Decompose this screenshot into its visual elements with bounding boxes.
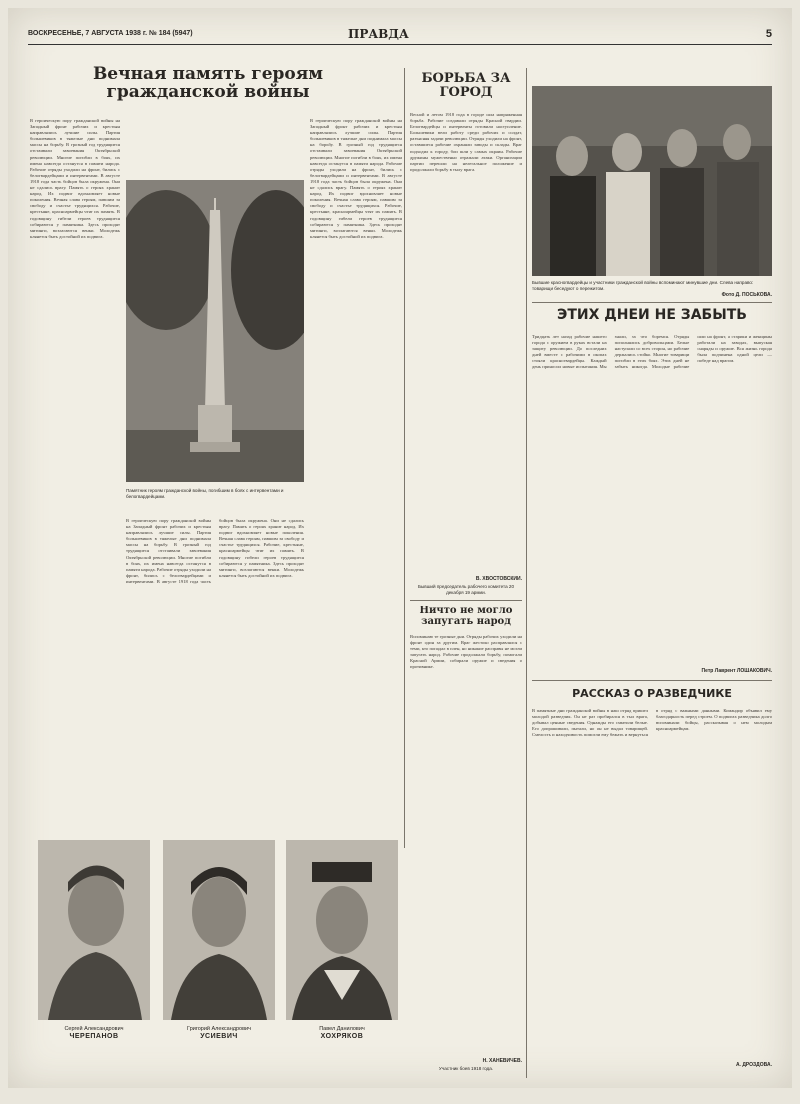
veterans-illustration bbox=[532, 86, 772, 276]
razvedchik-body: В памятные дни гражданской войны в наш отряд пришел молодой разведчик. Он не раз пробирался в тыл врага, добывал ценные сведения. Однажды его схватили белые. Его допрашивали, пытали, но он не выдал товарищей. Смелость и находчивость помогли ему бежать и вернуться в отряд с важными данными. Командир объявил ему благодарность перед строем. О подвигах разведчика долго вспоминали бойцы, рассказывая о нем молодым красноармейцам. bbox=[532, 708, 772, 738]
etih-signature: Петр Лаврент ЛОШАКОВИЧ. bbox=[701, 668, 772, 674]
zapugat-body: Вспоминаю те грозные дни. Отряды рабочих уходили на фронт один за другим. Враг жестоко расправлялся с теми, кто попадал в плен, но никакие расправы не могли запугать народ. Рабочие продолжали борьбу, помогали Красной Армии, собирали оружие и сведения о противнике. bbox=[410, 634, 522, 670]
etih-body: Тридцать лет назад рабочие нашего города с оружием в руках встали на защиту революции. До последних дней вместе с рабочими в окопах стояли красногвардейцы. Каждый день приносил новые испытания. Мы знали, за что боремся. Отряды пополнялись добровольцами. Белые наступали со всех сторон, но рабочие держались стойко. Многие товарищи погибли в этих боях. Этих дней не забыть никогда. Молодые рабочие шли на фронт, а старики и женщины работали на заводах, выпуская снаряды и оружие. Вся жизнь города была подчинена одной цели — победе над врагом. bbox=[532, 334, 772, 370]
page-header bbox=[28, 26, 772, 45]
monument-photo bbox=[126, 180, 304, 482]
borba-headline: БОРЬБА ЗА ГОРОД bbox=[421, 72, 511, 100]
portrait-caption-usievich: Григорий Александрович УСИЕВИЧ bbox=[187, 1026, 251, 1040]
veterans-photo bbox=[532, 86, 772, 276]
monument-illustration bbox=[126, 180, 304, 482]
main-article-body-left: В героическую пору гражданской войны на Западный фронт рабочих и крестьян направлялись лучшие силы. Партия большевиков в тяжелые дни поднимала массы на борьбу. В грозный год трудящиеся отстаивали завоевания Октябрьской революции. Многие погибли в боях, их имена навсегда останутся в памяти народа. Рабочие отряды уходили на фронт, бились с белогвардейцами и интервентами. В августе 1918 года часть бойцов была окружена. Они не сдались врагу. Память о героях хранит народ. Их подвиг вдохновляет новые поколения. Вечная слава героям, павшим за свободу и счастье трудящихся. Рабочие, крестьяне, красноармейцы чтят их память. В годовщину гибели героев трудящиеся собираются у памятника. Здесь проходят митинги, возлагаются венки. Молодежь клянется быть достойной их подвига. bbox=[30, 118, 120, 239]
etih-headline: ЭТИХ ДНЕЙ НЕ ЗАБЫТЬ bbox=[557, 308, 747, 323]
portrait-khokhryakov bbox=[286, 840, 398, 1020]
veterans-photo-credit: Фото Д. ПОСЬКОВА. bbox=[721, 292, 772, 298]
dateline: ВОСКРЕСЕНЬЕ, 7 АВГУСТА 1938 г. № 184 (5947) bbox=[28, 30, 193, 37]
portrait-caption-cherepanov: Сергей Александрович ЧЕРЕПАНОВ bbox=[64, 1026, 124, 1040]
borba-signature: В. ХВОСТОВСКИЙ. bbox=[475, 576, 522, 582]
zapugat-signature: Н. ХАНЕВИЧЕВ. bbox=[482, 1058, 522, 1064]
monument-photo-caption: Памятник героям гражданской войны, погибшим в боях с интервентами и белогвардейцами. bbox=[126, 488, 284, 499]
newspaper-page bbox=[8, 8, 792, 1088]
zapugat-headline: Ничто не могло запугать народ bbox=[419, 606, 513, 627]
portrait-usievich bbox=[163, 840, 275, 1020]
zapugat-signature-note: Участник боев 1918 года. bbox=[438, 1066, 494, 1071]
page-number: 5 bbox=[765, 28, 772, 40]
main-article-body-middle: В героическую пору гражданской войны на Западный фронт рабочих и крестьян направлялись лучшие силы. Партия большевиков в тяжелые дни поднимала массы на борьбу. В грозный год трудящиеся отстаивали завоевания Октябрьской революции. Многие погибли в боях, их имена навсегда останутся в памяти народа. Рабочие отряды уходили на фронт, бились с белогвардейцами и интервентами. В августе 1918 года часть бойцов была окружена. Они не сдались врагу. Память о героях хранит народ. Их подвиг вдохновляет новые поколения. Вечная слава героям, павшим за свободу и счастье трудящихся. Рабочие, крестьяне, красноармейцы чтят их память. В годовщину гибели героев трудящиеся собираются у памятника. Здесь проходят митинги, возлагаются венки. Молодежь клянется быть достойной их подвига. bbox=[126, 518, 304, 584]
borba-body: Весной и летом 1918 года в городе шла напряженная борьба. Рабочие создавали отряды Красной гвардии. Белогвардейцы и интервенты готовили наступление. Большевики вели работу среди рабочих и солдат, разъясняя задачи революции. Отряды уходили на фронт, оставшиеся рабочие охраняли заводы и склады. Враг подходил к городу, бои шли у самых окраин. Рабочие дружины мужественно отражали атаки. Организации партии перешли на нелегальное положение и продолжали борьбу в тылу врага. bbox=[410, 112, 522, 172]
portrait-illustration bbox=[286, 840, 398, 1020]
veterans-photo-caption: Бывшие красногвардейцы и участники гражданской войны вспоминают минувшие дни. Слева направо: товарищи беседуют о пережитом. bbox=[532, 280, 754, 291]
masthead: ПРАВДА bbox=[348, 27, 409, 41]
portrait-caption-khokhryakov: Павел Данилович ХОХРЯКОВ bbox=[319, 1026, 365, 1040]
razvedchik-signature: А. ДРОЗДОВА. bbox=[735, 1062, 772, 1068]
portrait-cherepanov bbox=[38, 840, 150, 1020]
main-article-body-right: В героическую пору гражданской войны на Западный фронт рабочих и крестьян направлялись лучшие силы. Партия большевиков в тяжелые дни поднимала массы на борьбу. В грозный год трудящиеся отстаивали завоевания Октябрьской революции. Многие погибли в боях, их имена навсегда останутся в памяти народа. Рабочие отряды уходили на фронт, бились с белогвардейцами и интервентами. В августе 1918 года часть бойцов была окружена. Они не сдались врагу. Память о героях хранит народ. Их подвиг вдохновляет новые поколения. Вечная слава героям, павшим за свободу и счастье трудящихся. Рабочие, крестьяне, красноармейцы чтят их память. В годовщину гибели героев трудящиеся собираются у памятника. Здесь проходят митинги, возлагаются венки. Молодежь клянется быть достойной их подвига. bbox=[310, 118, 402, 239]
portrait-illustration bbox=[38, 840, 150, 1020]
razvedchik-headline: РАССКАЗ О РАЗВЕДЧИКЕ bbox=[572, 688, 732, 700]
main-headline: Вечная память героям гражданской войны bbox=[92, 66, 324, 102]
portrait-illustration bbox=[163, 840, 275, 1020]
borba-signature-note: Бывший председатель рабочего комитета 20 декабря 19 армии. bbox=[417, 584, 515, 595]
